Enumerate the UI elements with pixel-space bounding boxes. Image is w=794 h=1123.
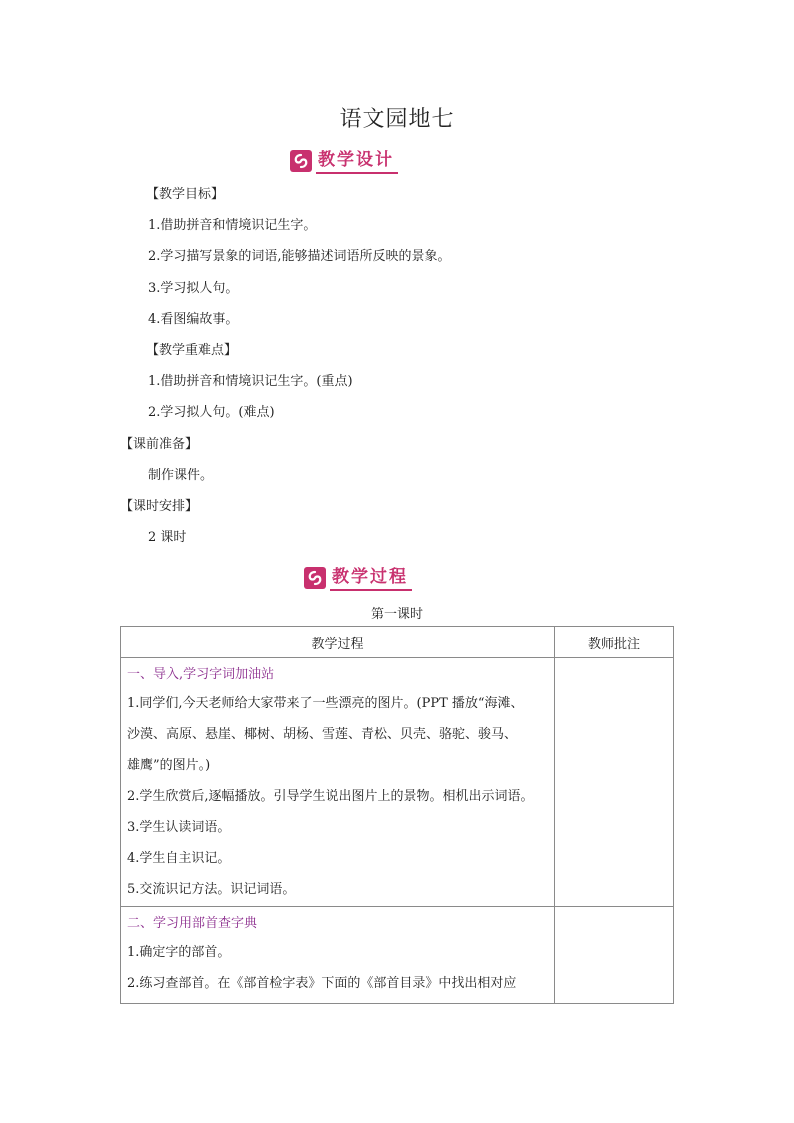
goal-item: 3.学习拟人句。 xyxy=(148,281,239,296)
key-points-heading: 【教学重难点】 xyxy=(146,343,238,358)
process-table xyxy=(120,626,674,1004)
swirl-logo-icon xyxy=(304,567,326,589)
lesson-label: 第一课时 xyxy=(370,607,423,622)
teaching-process-banner xyxy=(304,565,412,591)
process-cell xyxy=(121,658,555,907)
page-title: 语文园地七 xyxy=(339,107,455,132)
table-row xyxy=(121,658,674,907)
schedule-text: 2 课时 xyxy=(148,530,187,545)
list-item: 雄鹰”的图片。) xyxy=(127,758,211,773)
section-title: 二、学习用部首查字典 xyxy=(127,916,258,931)
list-item: 1.同学们,今天老师给大家带来了一些漂亮的图片。(PPT 播放“海滩、 xyxy=(127,696,524,711)
preparation-text: 制作课件。 xyxy=(148,468,214,483)
goal-item: 2.学习描写景象的词语,能够描述词语所反映的景象。 xyxy=(148,249,451,264)
teaching-design-label: 教学设计 xyxy=(316,149,398,174)
preparation-heading: 【课前准备】 xyxy=(120,437,199,452)
section-title: 一、导入,学习字词加油站 xyxy=(127,667,275,682)
list-item: 4.学生自主识记。 xyxy=(127,851,231,866)
table-header-row xyxy=(121,627,674,658)
list-item: 2.学生欣赏后,逐幅播放。引导学生说出图片上的景物。相机出示词语。 xyxy=(127,789,534,804)
process-cell xyxy=(121,907,555,1004)
teaching-design-banner xyxy=(290,148,398,174)
schedule-heading: 【课时安排】 xyxy=(120,499,199,514)
teaching-process-label: 教学过程 xyxy=(330,566,412,591)
goal-item: 4.看图编故事。 xyxy=(148,312,239,327)
list-item: 1.确定字的部首。 xyxy=(127,945,231,960)
swirl-logo-icon xyxy=(290,150,312,172)
list-item: 2.练习查部首。在《部首检字表》下面的《部首目录》中找出相对应 xyxy=(127,976,517,991)
list-item: 沙漠、高原、悬崖、椰树、胡杨、雪莲、青松、贝壳、骆驼、骏马、 xyxy=(127,727,518,742)
list-item: 5.交流识记方法。识记词语。 xyxy=(127,882,296,897)
notes-cell xyxy=(555,658,674,907)
column-header-process: 教学过程 xyxy=(121,627,555,658)
goal-item: 1.借助拼音和情境识记生字。 xyxy=(148,218,317,233)
list-item: 3.学生认读词语。 xyxy=(127,820,231,835)
goals-heading: 【教学目标】 xyxy=(146,187,225,202)
notes-cell xyxy=(555,907,674,1004)
table-row xyxy=(121,907,674,1004)
key-point-item: 1.借助拼音和情境识记生字。(重点) xyxy=(148,374,353,389)
key-point-item: 2.学习拟人句。(难点) xyxy=(148,405,275,420)
column-header-notes: 教师批注 xyxy=(555,627,674,658)
